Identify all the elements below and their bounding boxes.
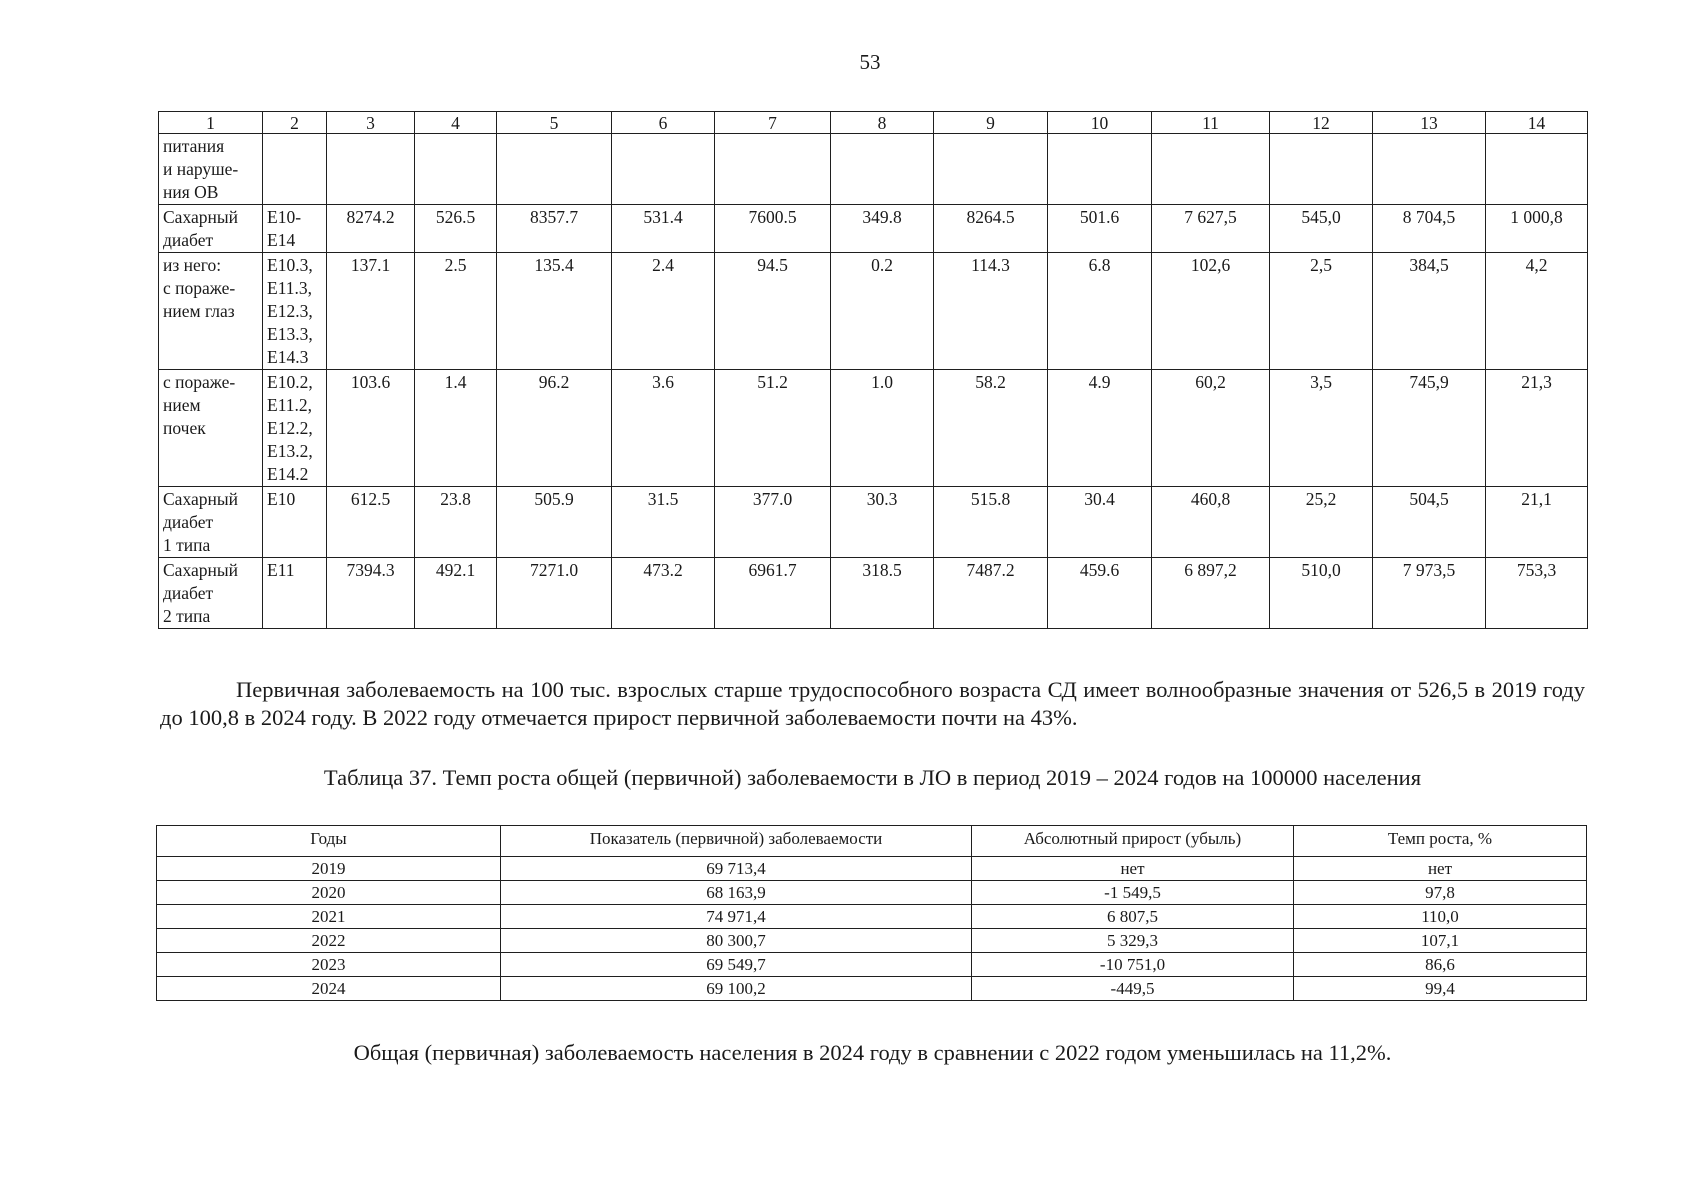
icd-code-line: E11 <box>267 560 295 580</box>
column-number-cell: 12 <box>1270 112 1373 134</box>
icd-code-line: E10 <box>267 489 296 509</box>
value-cell: 25,2 <box>1270 487 1373 558</box>
table-cell: 99,4 <box>1294 977 1587 1001</box>
table-cell: 86,6 <box>1294 953 1587 977</box>
value-cell: 526.5 <box>415 205 497 253</box>
table-row <box>157 905 1587 929</box>
value-cell: 7 973,5 <box>1373 558 1486 629</box>
value-cell <box>1048 134 1152 205</box>
table-cell: 2022 <box>157 929 501 953</box>
table-cell: нет <box>1294 857 1587 881</box>
icd-code-line: E11.3, <box>267 278 313 298</box>
table-cell: 2019 <box>157 857 501 881</box>
row-label-line: Сахарный <box>163 560 238 580</box>
table-row <box>157 953 1587 977</box>
value-cell: 4,2 <box>1486 253 1588 370</box>
value-cell: 1 000,8 <box>1486 205 1588 253</box>
icd-code-line: E13.3, <box>267 324 313 344</box>
icd-code-line: E14 <box>267 230 296 250</box>
table-row <box>159 487 1588 558</box>
row-label-line: почек <box>163 418 206 438</box>
table-cell: 110,0 <box>1294 905 1587 929</box>
row-label-cell <box>159 487 263 558</box>
table-row <box>157 929 1587 953</box>
row-label-cell <box>159 253 263 370</box>
icd-code-cell <box>263 558 327 629</box>
table-cell: 2021 <box>157 905 501 929</box>
row-label-line: и наруше- <box>163 159 239 179</box>
value-cell: 30.3 <box>831 487 934 558</box>
row-label-cell <box>159 370 263 487</box>
icd-code-cell <box>263 205 327 253</box>
icd-code-line: E10.3, <box>267 255 313 275</box>
icd-code-cell <box>263 253 327 370</box>
table-cell: 2024 <box>157 977 501 1001</box>
value-cell: 114.3 <box>934 253 1048 370</box>
value-cell <box>1270 134 1373 205</box>
value-cell: 384,5 <box>1373 253 1486 370</box>
value-cell: 7 627,5 <box>1152 205 1270 253</box>
diabetes-incidence-table <box>158 111 1588 629</box>
row-label-line: питания <box>163 136 225 156</box>
column-header-cell: Абсолютный прирост (убыль) <box>972 826 1294 857</box>
value-cell: 492.1 <box>415 558 497 629</box>
value-cell: 753,3 <box>1486 558 1588 629</box>
value-cell: 30.4 <box>1048 487 1152 558</box>
value-cell: 3,5 <box>1270 370 1373 487</box>
table-cell: 97,8 <box>1294 881 1587 905</box>
row-label-line: из него: <box>163 255 222 275</box>
row-label-line: диабет <box>163 583 214 603</box>
table-cell: 69 713,4 <box>501 857 972 881</box>
value-cell: 31.5 <box>612 487 715 558</box>
value-cell: 501.6 <box>1048 205 1152 253</box>
table-cell: 80 300,7 <box>501 929 972 953</box>
value-cell: 460,8 <box>1152 487 1270 558</box>
column-number-cell: 6 <box>612 112 715 134</box>
value-cell: 459.6 <box>1048 558 1152 629</box>
value-cell: 4.9 <box>1048 370 1152 487</box>
icd-code-line: E12.2, <box>267 418 313 438</box>
column-number-cell: 7 <box>715 112 831 134</box>
value-cell <box>1152 134 1270 205</box>
column-number-cell: 13 <box>1373 112 1486 134</box>
value-cell: 7600.5 <box>715 205 831 253</box>
icd-code-line: E11.2, <box>267 395 313 415</box>
column-number-cell: 10 <box>1048 112 1152 134</box>
value-cell: 58.2 <box>934 370 1048 487</box>
value-cell: 8 704,5 <box>1373 205 1486 253</box>
table-row <box>157 977 1587 1001</box>
conclusion-text: Общая (первичная) заболеваемость населения в 2024 году в сравнении с 2022 годом уменьшилась на 11,2%. <box>353 1040 1392 1065</box>
value-cell: 2.5 <box>415 253 497 370</box>
value-cell: 504,5 <box>1373 487 1486 558</box>
row-label-line: 2 типа <box>163 606 211 626</box>
value-cell: 545,0 <box>1270 205 1373 253</box>
column-number-cell: 1 <box>159 112 263 134</box>
column-number-cell: 8 <box>831 112 934 134</box>
value-cell: 0.2 <box>831 253 934 370</box>
table-cell: 2020 <box>157 881 501 905</box>
column-number-cell: 11 <box>1152 112 1270 134</box>
row-label-cell <box>159 134 263 205</box>
value-cell: 135.4 <box>497 253 612 370</box>
value-cell: 1.4 <box>415 370 497 487</box>
row-label-line: ния ОВ <box>163 182 219 202</box>
column-header-cell: Темп роста, % <box>1294 826 1587 857</box>
table-cell: -449,5 <box>972 977 1294 1001</box>
icd-code-line: E14.3 <box>267 347 309 367</box>
value-cell <box>327 134 415 205</box>
value-cell: 6961.7 <box>715 558 831 629</box>
value-cell: 318.5 <box>831 558 934 629</box>
column-number-cell: 2 <box>263 112 327 134</box>
value-cell <box>612 134 715 205</box>
icd-code-cell <box>263 370 327 487</box>
value-cell: 7271.0 <box>497 558 612 629</box>
value-cell: 377.0 <box>715 487 831 558</box>
value-cell: 96.2 <box>497 370 612 487</box>
paragraph-primary-incidence <box>160 676 1585 732</box>
value-cell: 7394.3 <box>327 558 415 629</box>
row-label-cell <box>159 205 263 253</box>
row-label-line: диабет <box>163 230 214 250</box>
value-cell <box>831 134 934 205</box>
value-cell: 137.1 <box>327 253 415 370</box>
value-cell <box>1486 134 1588 205</box>
table-cell: 6 807,5 <box>972 905 1294 929</box>
table-row <box>159 253 1588 370</box>
icd-code-line: E14.2 <box>267 464 309 484</box>
column-number-cell: 5 <box>497 112 612 134</box>
icd-code-cell <box>263 134 327 205</box>
table-row <box>157 857 1587 881</box>
value-cell: 23.8 <box>415 487 497 558</box>
value-cell <box>934 134 1048 205</box>
column-header-cell: Показатель (первичной) заболеваемости <box>501 826 972 857</box>
value-cell: 745,9 <box>1373 370 1486 487</box>
value-cell: 8357.7 <box>497 205 612 253</box>
table-cell: 69 100,2 <box>501 977 972 1001</box>
icd-code-line: E13.2, <box>267 441 313 461</box>
table-row <box>157 881 1587 905</box>
table-header-row <box>157 826 1587 857</box>
value-cell <box>415 134 497 205</box>
value-cell: 510,0 <box>1270 558 1373 629</box>
table-row <box>159 558 1588 629</box>
table-header-row <box>159 112 1588 134</box>
table-cell: 5 329,3 <box>972 929 1294 953</box>
row-label-line: с пораже- <box>163 278 236 298</box>
value-cell: 102,6 <box>1152 253 1270 370</box>
value-cell: 21,1 <box>1486 487 1588 558</box>
row-label-line: нием глаз <box>163 301 235 321</box>
value-cell: 505.9 <box>497 487 612 558</box>
table-cell: 74 971,4 <box>501 905 972 929</box>
paragraph-text: Первичная заболеваемость на 100 тыс. взрослых старше трудоспособного возраста СД имеет волнообразные значения от 526,5 в 2019 году до 100,8 в 2024 году. В 2022 году отмечается прирост первичной заболеваемости почти на 43%. <box>160 677 1585 730</box>
value-cell: 612.5 <box>327 487 415 558</box>
value-cell: 103.6 <box>327 370 415 487</box>
column-number-cell: 3 <box>327 112 415 134</box>
value-cell: 94.5 <box>715 253 831 370</box>
table-cell: 68 163,9 <box>501 881 972 905</box>
icd-code-line: E10.2, <box>267 372 313 392</box>
value-cell: 515.8 <box>934 487 1048 558</box>
value-cell: 8264.5 <box>934 205 1048 253</box>
table-cell: 107,1 <box>1294 929 1587 953</box>
value-cell: 531.4 <box>612 205 715 253</box>
value-cell: 2.4 <box>612 253 715 370</box>
column-number-cell: 4 <box>415 112 497 134</box>
table-cell: нет <box>972 857 1294 881</box>
table-cell: -1 549,5 <box>972 881 1294 905</box>
row-label-line: 1 типа <box>163 535 211 555</box>
icd-code-line: E12.3, <box>267 301 313 321</box>
row-label-line: диабет <box>163 512 214 532</box>
table-cell: -10 751,0 <box>972 953 1294 977</box>
page-number: 53 <box>859 50 881 74</box>
value-cell: 2,5 <box>1270 253 1373 370</box>
value-cell <box>1373 134 1486 205</box>
table-row <box>159 370 1588 487</box>
column-number-cell: 14 <box>1486 112 1588 134</box>
value-cell: 6 897,2 <box>1152 558 1270 629</box>
row-label-line: нием <box>163 395 201 415</box>
value-cell: 60,2 <box>1152 370 1270 487</box>
table-cell: 2023 <box>157 953 501 977</box>
icd-code-line: E10- <box>267 207 302 227</box>
value-cell: 7487.2 <box>934 558 1048 629</box>
growth-rate-table <box>156 825 1587 1001</box>
icd-code-cell <box>263 487 327 558</box>
table-cell: 69 549,7 <box>501 953 972 977</box>
value-cell <box>715 134 831 205</box>
value-cell: 3.6 <box>612 370 715 487</box>
column-number-cell: 9 <box>934 112 1048 134</box>
row-label-line: с пораже- <box>163 372 236 392</box>
row-label-line: Сахарный <box>163 207 238 227</box>
value-cell: 1.0 <box>831 370 934 487</box>
value-cell <box>497 134 612 205</box>
value-cell: 8274.2 <box>327 205 415 253</box>
column-header-cell: Годы <box>157 826 501 857</box>
value-cell: 6.8 <box>1048 253 1152 370</box>
table-row <box>159 134 1588 205</box>
row-label-line: Сахарный <box>163 489 238 509</box>
value-cell: 51.2 <box>715 370 831 487</box>
value-cell: 349.8 <box>831 205 934 253</box>
row-label-cell <box>159 558 263 629</box>
value-cell: 473.2 <box>612 558 715 629</box>
value-cell: 21,3 <box>1486 370 1588 487</box>
table-row <box>159 205 1588 253</box>
table-caption: Таблица 37. Темп роста общей (первичной) заболеваемости в ЛО в период 2019 – 2024 годов на 100000 населения <box>323 765 1422 790</box>
